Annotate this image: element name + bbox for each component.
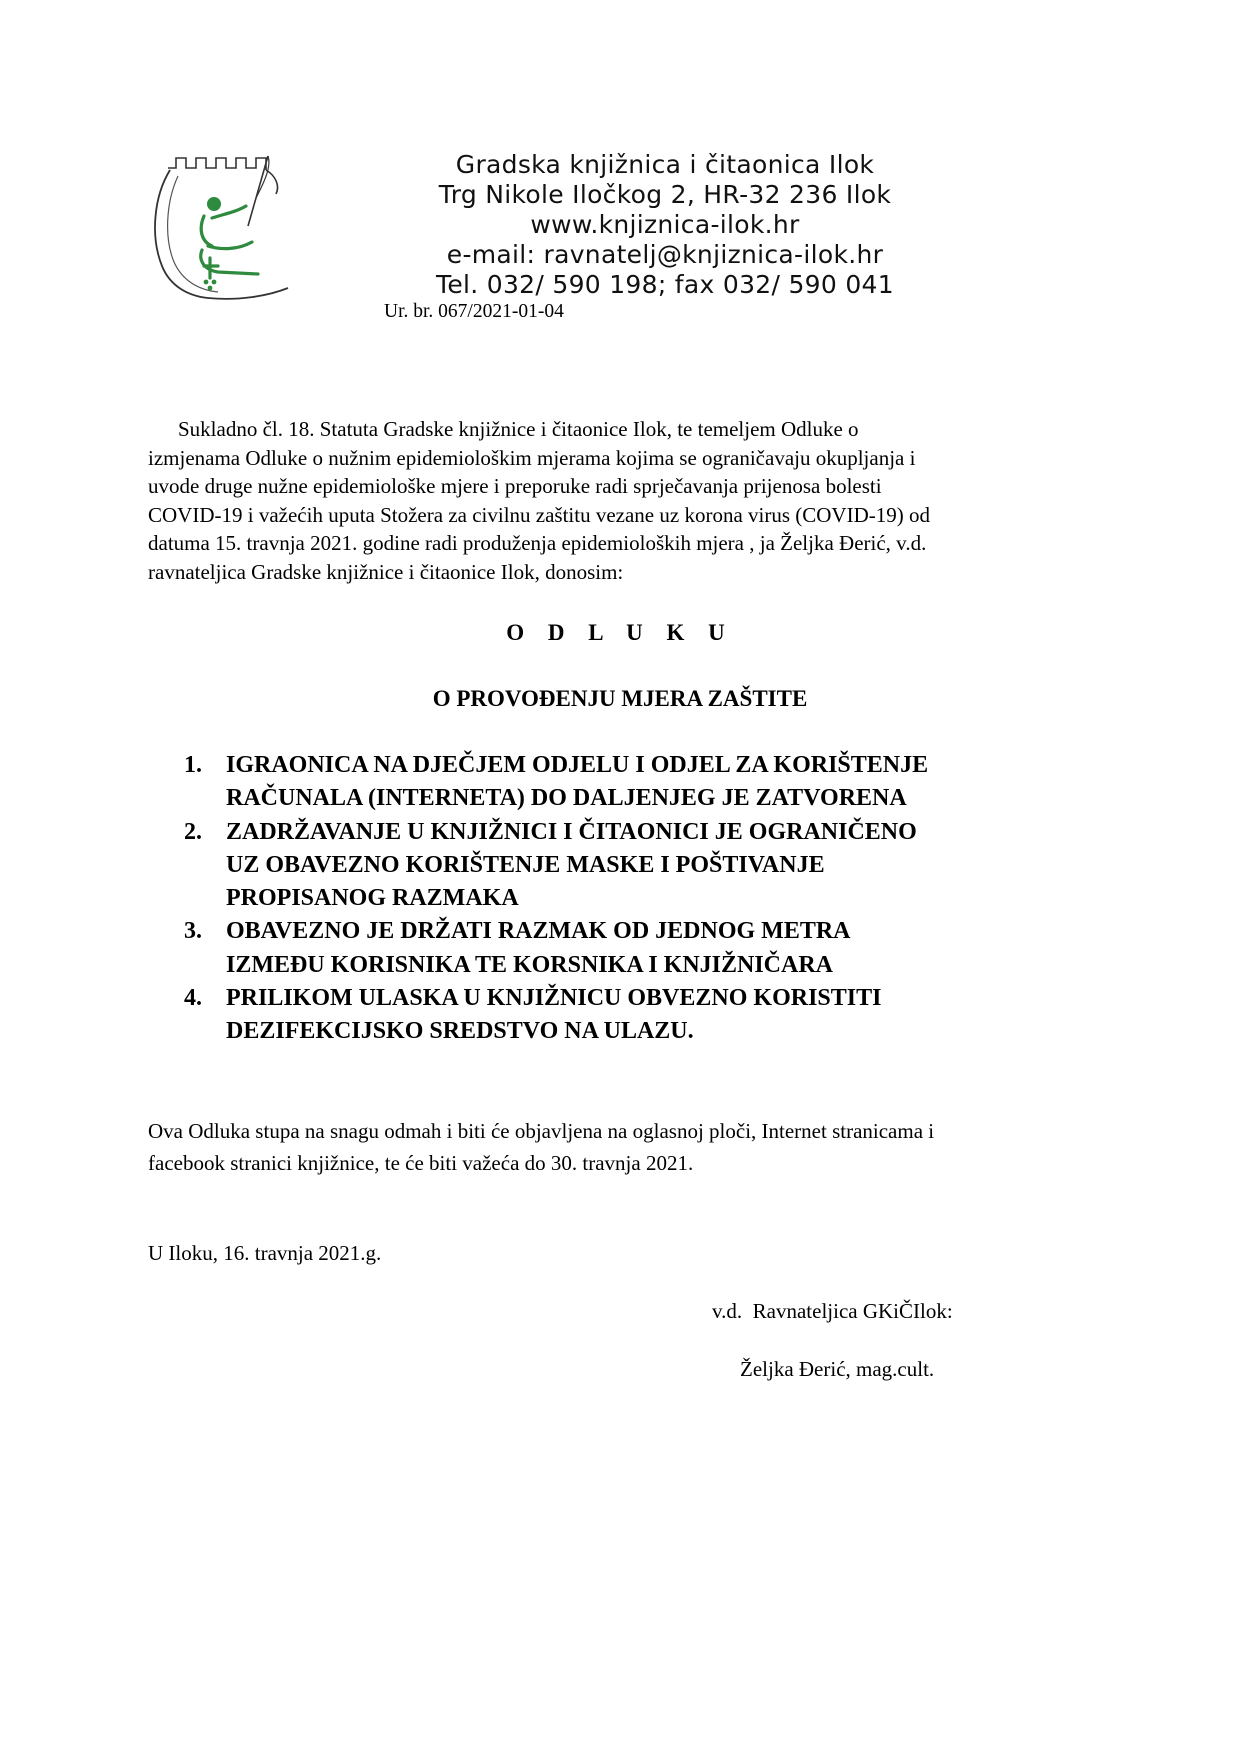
signature-name: Željka Đerić, mag.cult. bbox=[740, 1357, 935, 1381]
measure-line: OBAVEZNO JE DRŽATI RAZMAK OD JEDNOG METRA bbox=[226, 918, 851, 945]
library-name: Gradska knjižnica i čitaonica Ilok bbox=[455, 150, 875, 179]
place-date: U Iloku, 16. travnja 2021.g. bbox=[148, 1241, 382, 1265]
measure-item bbox=[184, 982, 1104, 1049]
measure-line: ZADRŽAVANJE U KNJIŽNICI I ČITAONICI JE OGRANIČENO bbox=[226, 818, 917, 845]
measure-line: UZ OBAVEZNO KORIŠTENJE MASKE I POŠTIVANJE bbox=[226, 851, 825, 878]
measure-text bbox=[226, 749, 928, 816]
measure-line: IZMEĐU KORISNIKA TE KORSNIKA I KNJIŽNIČARA bbox=[226, 951, 834, 978]
measure-number: 3. bbox=[184, 918, 202, 945]
validity-paragraph bbox=[148, 1115, 1098, 1179]
validity-line: Ova Odluka stupa na snagu odmah i biti će objavljena na oglasnoj ploči, Internet stranicama i bbox=[148, 1119, 935, 1143]
measure-number: 2. bbox=[184, 818, 202, 845]
measure-text bbox=[226, 915, 851, 982]
validity-line: facebook stranici knjižnice, te će biti važeća do 30. travnja 2021. bbox=[148, 1151, 694, 1175]
intro-line: ravnateljica Gradske knjižnice i čitaonice Ilok, donosim: bbox=[148, 559, 624, 584]
decision-subtitle: O PROVOĐENJU MJERA ZAŠTITE bbox=[432, 686, 808, 711]
library-website[interactable]: www.knjiznica-ilok.hr bbox=[530, 210, 800, 239]
measure-number: 4. bbox=[184, 985, 202, 1012]
measure-item bbox=[184, 915, 1104, 982]
intro-line: uvode druge nužne epidemiološke mjere i preporuke radi sprječavanja prijenosa bolesti bbox=[148, 474, 882, 499]
reference-number: Ur. br. 067/2021-01-04 bbox=[384, 301, 564, 322]
intro-line: izmjenama Odluke o nužnim epidemiološkim mjerama kojima se ograničavaju okupljanja i bbox=[148, 445, 916, 470]
decision-title: O D L U K U bbox=[506, 620, 734, 645]
measures-list bbox=[184, 749, 1104, 1049]
measure-text bbox=[226, 816, 917, 916]
measure-item bbox=[184, 749, 1104, 816]
signature-title: v.d. Ravnateljica GKiČIlok: bbox=[712, 1299, 953, 1323]
intro-paragraph bbox=[148, 415, 1088, 587]
measure-item bbox=[184, 816, 1104, 916]
library-address: Trg Nikole Iločkog 2, HR-32 236 Ilok bbox=[438, 180, 892, 209]
measure-line: PROPISANOG RAZMAKA bbox=[226, 885, 519, 912]
measure-line: DEZIFEKCIJSKO SREDSTVO NA ULAZU. bbox=[226, 1018, 694, 1045]
library-email[interactable]: e-mail: ravnatelj@knjiznica-ilok.hr bbox=[446, 240, 884, 269]
measure-line: RAČUNALA (INTERNETA) DO DALJENJEG JE ZATVORENA bbox=[226, 785, 907, 812]
library-logo-icon bbox=[148, 146, 308, 304]
measure-number: 1. bbox=[184, 752, 202, 778]
measure-line: PRILIKOM ULASKA U KNJIŽNICU OBVEZNO KORISTITI bbox=[226, 985, 882, 1012]
intro-line: COVID-19 i važećih uputa Stožera za civilnu zaštitu vezane uz korona virus (COVID-19) od bbox=[148, 502, 930, 527]
letterhead bbox=[370, 150, 960, 300]
measure-text bbox=[226, 982, 881, 1049]
measure-line: IGRAONICA NA DJEČJEM ODJELU I ODJEL ZA KORIŠTENJE bbox=[226, 752, 929, 778]
library-phone: Tel. 032/ 590 198; fax 032/ 590 041 bbox=[436, 270, 894, 299]
intro-line: datuma 15. travnja 2021. godine radi produženja epidemioloških mjera , ja Željka Đerić, v.d. bbox=[148, 531, 927, 556]
intro-line: Sukladno čl. 18. Statuta Gradske knjižnice i čitaonice Ilok, te temeljem Odluke o bbox=[178, 417, 859, 441]
